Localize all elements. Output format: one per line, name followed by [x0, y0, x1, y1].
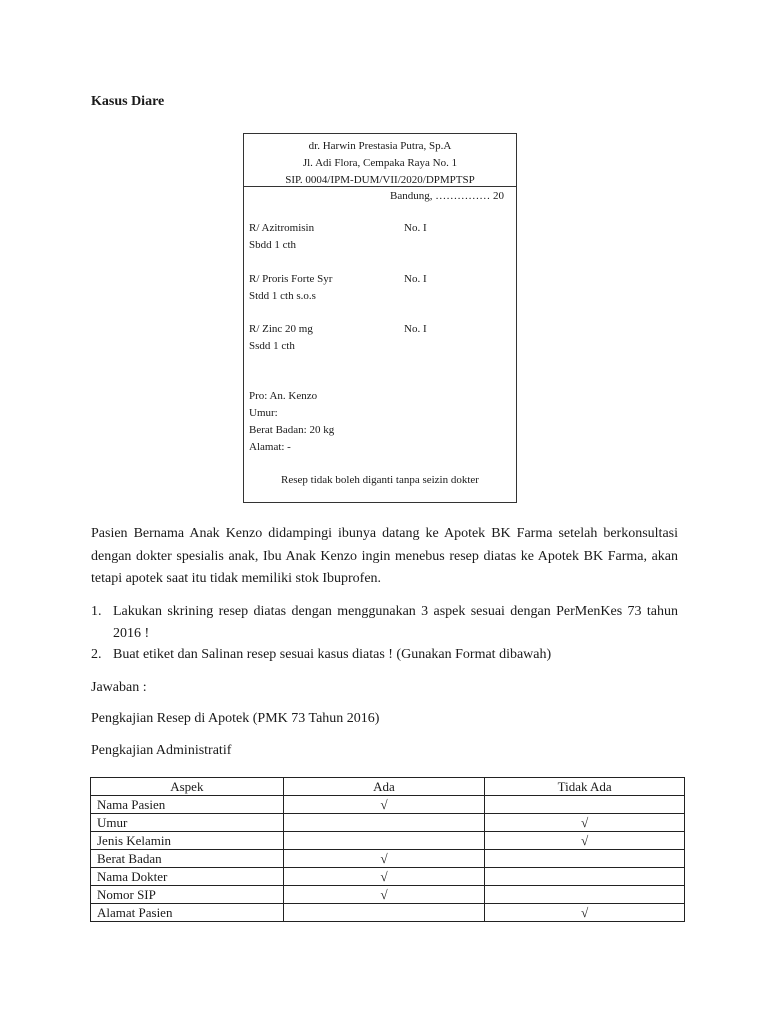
- prescription-footer: Resep tidak boleh diganti tanpa seizin dokter: [281, 474, 479, 486]
- rx-item-drug: R/ Zinc 20 mg: [249, 323, 313, 335]
- pengkajian-administratif-heading: Pengkajian Administratif: [91, 743, 232, 758]
- patient-pro: Pro: An. Kenzo: [249, 390, 318, 402]
- patient-berat: Berat Badan: 20 kg: [249, 424, 335, 436]
- column-header: Aspek: [91, 778, 284, 796]
- aspek-cell: Jenis Kelamin: [91, 832, 284, 850]
- ada-cell: √: [283, 868, 485, 886]
- doctor-address: Jl. Adi Flora, Cempaka Raya No. 1: [302, 157, 458, 169]
- list-text: Buat etiket dan Salinan resep sesuai kasus diatas ! (Gunakan Format dibawah): [113, 647, 552, 662]
- ada-cell: [283, 904, 485, 922]
- aspek-cell: Berat Badan: [91, 850, 284, 868]
- document-title: Kasus Diare: [91, 94, 165, 109]
- rx-item-qty: No. I: [404, 323, 427, 335]
- task-list: [91, 601, 678, 666]
- rx-item-qty: No. I: [404, 222, 427, 234]
- table-row: [91, 886, 685, 904]
- table-row: [91, 868, 685, 886]
- table-row: [91, 796, 685, 814]
- pengkajian-resep-heading: Pengkajian Resep di Apotek (PMK 73 Tahun 2016): [91, 711, 380, 726]
- tidak-ada-cell: [485, 850, 685, 868]
- aspek-cell: Umur: [91, 814, 284, 832]
- list-item: [91, 644, 678, 666]
- ada-cell: [283, 814, 485, 832]
- rx-item-dose: Stdd 1 cth s.o.s: [249, 290, 316, 302]
- prescription-date: Bandung, …………… 20: [390, 190, 504, 202]
- tidak-ada-cell: [485, 886, 685, 904]
- aspek-cell: Nama Pasien: [91, 796, 284, 814]
- list-number: 2.: [91, 647, 102, 662]
- column-header: Ada: [283, 778, 485, 796]
- ada-cell: √: [283, 886, 485, 904]
- ada-cell: √: [283, 796, 485, 814]
- patient-alamat: Alamat: -: [249, 441, 291, 453]
- patient-umur: Umur:: [249, 407, 278, 419]
- doctor-name: dr. Harwin Prestasia Putra, Sp.A: [308, 140, 452, 152]
- ada-cell: √: [283, 850, 485, 868]
- rx-item-qty: No. I: [404, 273, 427, 285]
- case-paragraph: Pasien Bernama Anak Kenzo didampingi ibunya datang ke Apotek BK Farma setelah berkonsultasi dengan dokter spesialis anak, Ibu Anak Kenzo ingin menebus resep diatas ke Apotek BK Farma, akan tetapi apotek saat itu tidak memiliki stok Ibuprofen.: [91, 526, 678, 586]
- prescription-header: [244, 134, 516, 187]
- table-row: [91, 850, 685, 868]
- tidak-ada-cell: √: [485, 832, 685, 850]
- rx-item-drug: R/ Azitromisin: [249, 222, 315, 234]
- aspek-cell: Nama Dokter: [91, 868, 284, 886]
- aspek-cell: Nomor SIP: [91, 886, 284, 904]
- table-row: [91, 832, 685, 850]
- ada-cell: [283, 832, 485, 850]
- column-header: Tidak Ada: [485, 778, 685, 796]
- list-text: Lakukan skrining resep diatas dengan menggunakan 3 aspek sesuai dengan PerMenKes 73 tahun 2016 !: [113, 604, 678, 641]
- rx-item-dose: Ssdd 1 cth: [249, 340, 295, 352]
- table-row: [91, 904, 685, 922]
- list-number: 1.: [91, 604, 102, 619]
- jawaban-label: Jawaban :: [91, 680, 147, 695]
- rx-item-drug: R/ Proris Forte Syr: [249, 273, 333, 285]
- tidak-ada-cell: √: [485, 904, 685, 922]
- aspek-cell: Alamat Pasien: [91, 904, 284, 922]
- table-header-row: [91, 778, 685, 796]
- tidak-ada-cell: √: [485, 814, 685, 832]
- table-row: [91, 814, 685, 832]
- rx-item-dose: Sbdd 1 cth: [249, 239, 297, 251]
- tidak-ada-cell: [485, 796, 685, 814]
- prescription-image: [243, 133, 517, 503]
- tidak-ada-cell: [485, 868, 685, 886]
- doctor-sip: SIP. 0004/IPM-DUM/VII/2020/DPMPTSP: [285, 174, 475, 186]
- list-item: [91, 601, 678, 644]
- administrative-table: [90, 777, 685, 922]
